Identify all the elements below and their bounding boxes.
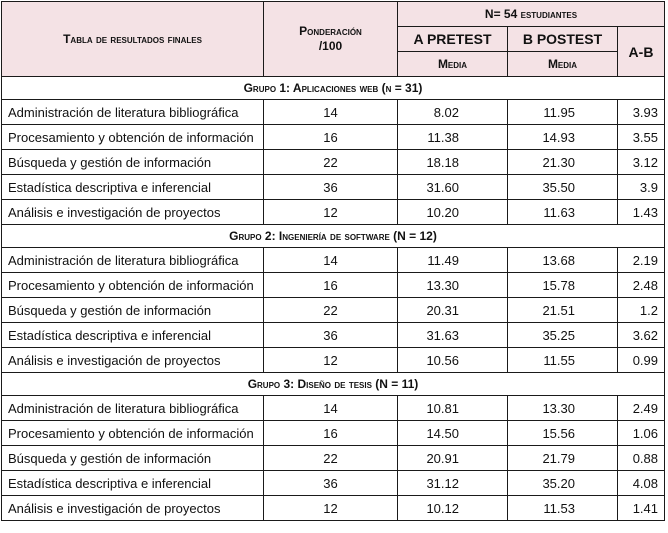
postest-cell: 35.25 <box>508 323 618 348</box>
postest-cell: 21.51 <box>508 298 618 323</box>
pretest-cell: 20.31 <box>398 298 508 323</box>
table-row <box>2 175 665 200</box>
results-table <box>1 1 665 521</box>
table-row <box>2 396 665 421</box>
postest-cell: 21.30 <box>508 150 618 175</box>
pretest-cell: 11.38 <box>398 125 508 150</box>
ponderacion-cell: 14 <box>264 100 398 125</box>
ponderacion-cell: 22 <box>264 150 398 175</box>
topic-cell: Búsqueda y gestión de información <box>2 150 264 175</box>
pretest-cell: 18.18 <box>398 150 508 175</box>
postest-header: B POSTEST <box>508 27 618 52</box>
table-row <box>2 298 665 323</box>
table-row <box>2 323 665 348</box>
table-row <box>2 125 665 150</box>
ponderacion-cell: 14 <box>264 248 398 273</box>
pretest-cell: 8.02 <box>398 100 508 125</box>
group-header-row <box>2 225 665 248</box>
difference-cell: 0.88 <box>618 446 665 471</box>
postest-cell: 15.78 <box>508 273 618 298</box>
difference-cell: 2.19 <box>618 248 665 273</box>
topic-cell: Estadística descriptiva e inferencial <box>2 175 264 200</box>
table-row <box>2 421 665 446</box>
topic-cell: Análisis e investigación de proyectos <box>2 200 264 225</box>
ponderacion-cell: 12 <box>264 200 398 225</box>
topic-cell: Búsqueda y gestión de información <box>2 298 264 323</box>
ponderacion-cell: 22 <box>264 298 398 323</box>
group-header-row <box>2 77 665 100</box>
pretest-cell: 31.60 <box>398 175 508 200</box>
pretest-cell: 20.91 <box>398 446 508 471</box>
pretest-header: A PRETEST <box>398 27 508 52</box>
table-body <box>2 77 665 521</box>
pretest-cell: 10.12 <box>398 496 508 521</box>
pretest-cell: 10.81 <box>398 396 508 421</box>
topic-cell: Procesamiento y obtención de información <box>2 125 264 150</box>
postest-cell: 15.56 <box>508 421 618 446</box>
difference-cell: 2.49 <box>618 396 665 421</box>
pretest-cell: 31.12 <box>398 471 508 496</box>
pretest-cell: 14.50 <box>398 421 508 446</box>
topic-cell: Análisis e investigación de proyectos <box>2 496 264 521</box>
difference-cell: 1.2 <box>618 298 665 323</box>
pretest-cell: 10.56 <box>398 348 508 373</box>
difference-cell: 3.55 <box>618 125 665 150</box>
table-header <box>2 2 665 77</box>
difference-cell: 2.48 <box>618 273 665 298</box>
postest-cell: 35.20 <box>508 471 618 496</box>
group-header-row <box>2 373 665 396</box>
postest-cell: 14.93 <box>508 125 618 150</box>
topic-cell: Estadística descriptiva e inferencial <box>2 323 264 348</box>
table-row <box>2 446 665 471</box>
topic-cell: Procesamiento y obtención de información <box>2 273 264 298</box>
students-count-header: N= 54 estudiantes <box>398 2 665 27</box>
ponderacion-cell: 36 <box>264 323 398 348</box>
topic-cell: Búsqueda y gestión de información <box>2 446 264 471</box>
ponderacion-label: Ponderación <box>299 24 362 38</box>
table-row <box>2 200 665 225</box>
topic-cell: Administración de literatura bibliográfica <box>2 100 264 125</box>
pretest-cell: 11.49 <box>398 248 508 273</box>
topic-cell: Administración de literatura bibliográfica <box>2 396 264 421</box>
postest-cell: 11.63 <box>508 200 618 225</box>
ponderacion-scale: /100 <box>318 39 343 53</box>
ponderacion-cell: 14 <box>264 396 398 421</box>
postest-cell: 21.79 <box>508 446 618 471</box>
difference-cell: 1.06 <box>618 421 665 446</box>
table-row <box>2 348 665 373</box>
ponderacion-cell: 16 <box>264 125 398 150</box>
table-row <box>2 150 665 175</box>
postest-cell: 11.95 <box>508 100 618 125</box>
difference-header: A-B <box>618 27 665 77</box>
pretest-cell: 13.30 <box>398 273 508 298</box>
pretest-cell: 10.20 <box>398 200 508 225</box>
table-row <box>2 273 665 298</box>
topic-cell: Análisis e investigación de proyectos <box>2 348 264 373</box>
difference-cell: 4.08 <box>618 471 665 496</box>
ponderacion-cell: 36 <box>264 471 398 496</box>
pretest-cell: 31.63 <box>398 323 508 348</box>
topic-cell: Procesamiento y obtención de información <box>2 421 264 446</box>
postest-media-header: Media <box>508 52 618 77</box>
ponderacion-cell: 12 <box>264 348 398 373</box>
postest-cell: 35.50 <box>508 175 618 200</box>
ponderacion-cell: 22 <box>264 446 398 471</box>
difference-cell: 3.9 <box>618 175 665 200</box>
table-row <box>2 100 665 125</box>
group-label: Grupo 2: Ingeniería de software (N = 12) <box>2 225 665 248</box>
table-row <box>2 248 665 273</box>
table-row <box>2 496 665 521</box>
difference-cell: 3.93 <box>618 100 665 125</box>
table-row <box>2 471 665 496</box>
ponderacion-cell: 36 <box>264 175 398 200</box>
pretest-media-header: Media <box>398 52 508 77</box>
postest-cell: 13.68 <box>508 248 618 273</box>
postest-cell: 11.53 <box>508 496 618 521</box>
ponderacion-header <box>264 2 398 77</box>
ponderacion-cell: 16 <box>264 421 398 446</box>
difference-cell: 1.43 <box>618 200 665 225</box>
postest-cell: 13.30 <box>508 396 618 421</box>
table-title: Tabla de resultados finales <box>2 2 264 77</box>
postest-cell: 11.55 <box>508 348 618 373</box>
topic-cell: Administración de literatura bibliográfica <box>2 248 264 273</box>
topic-cell: Estadística descriptiva e inferencial <box>2 471 264 496</box>
ponderacion-cell: 16 <box>264 273 398 298</box>
difference-cell: 0.99 <box>618 348 665 373</box>
difference-cell: 1.41 <box>618 496 665 521</box>
group-label: Grupo 3: Diseño de tesis (N = 11) <box>2 373 665 396</box>
difference-cell: 3.12 <box>618 150 665 175</box>
ponderacion-cell: 12 <box>264 496 398 521</box>
difference-cell: 3.62 <box>618 323 665 348</box>
group-label: Grupo 1: Aplicaciones web (n = 31) <box>2 77 665 100</box>
